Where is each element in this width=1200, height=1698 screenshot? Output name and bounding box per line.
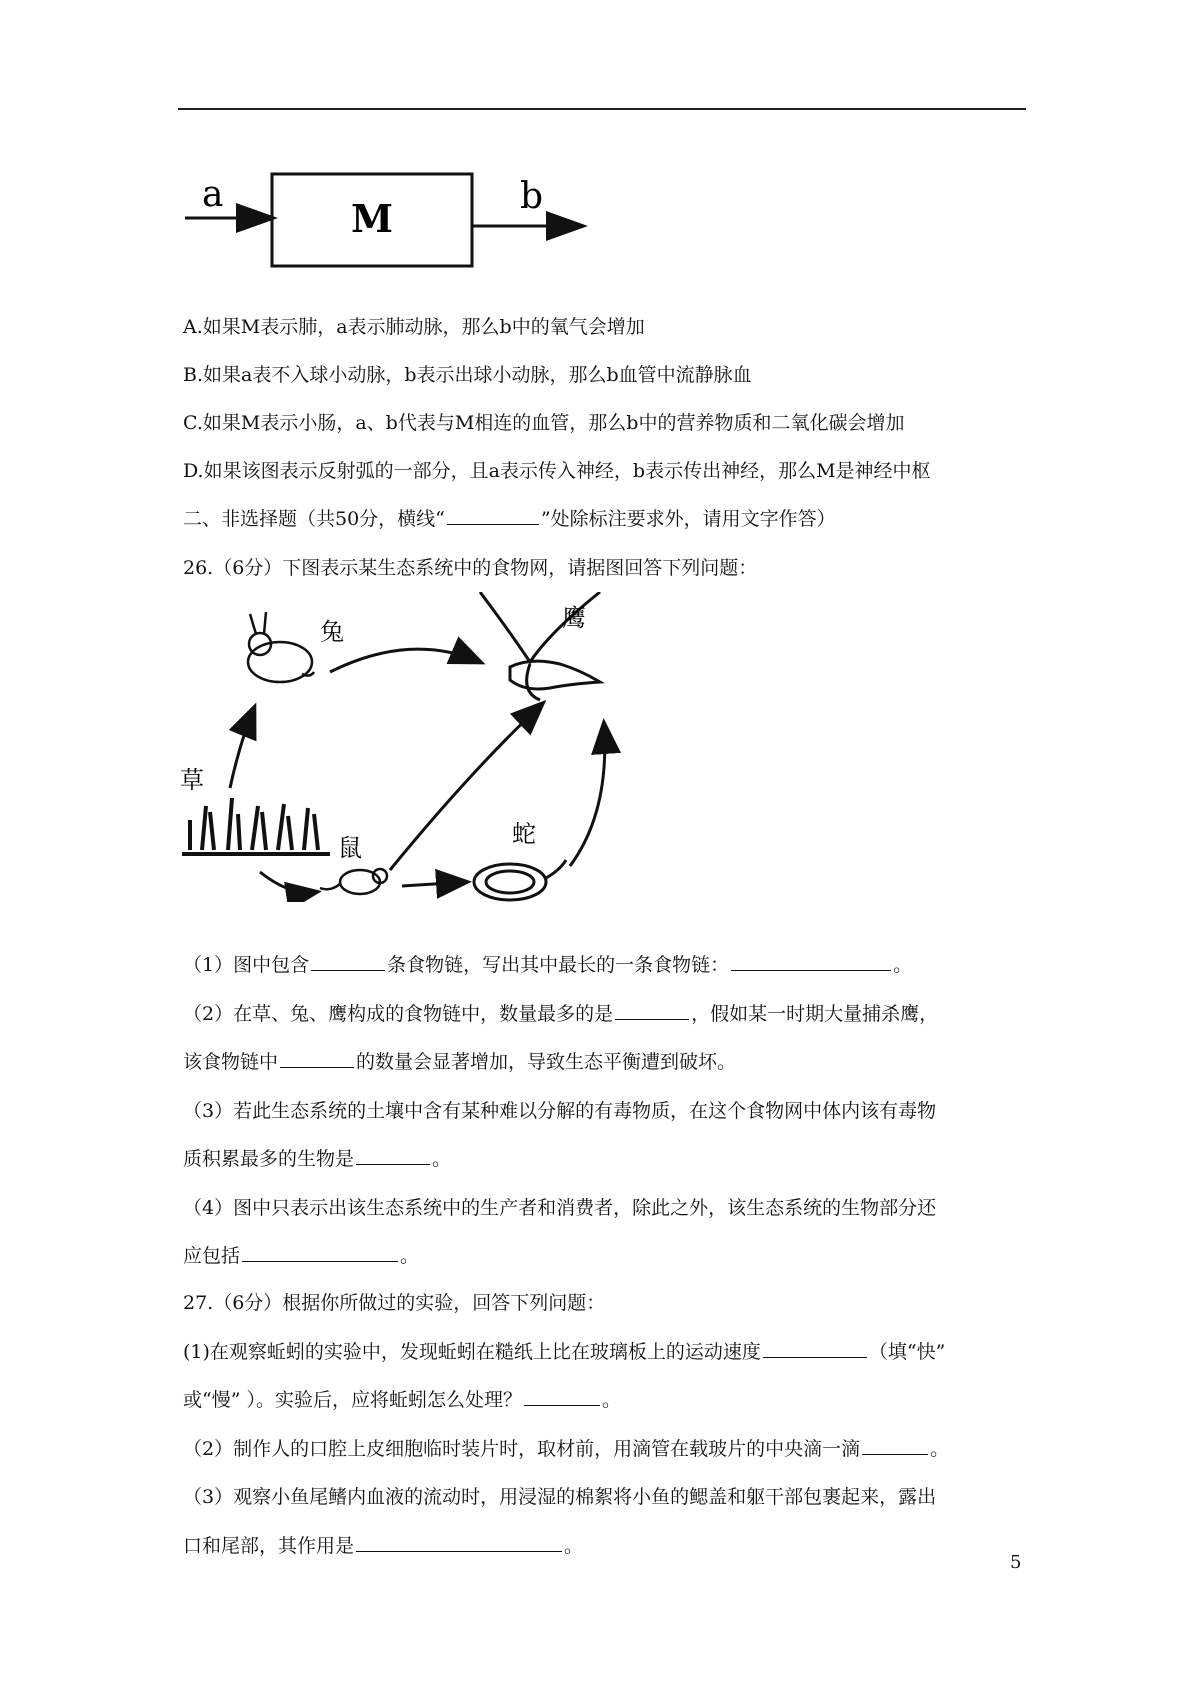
arrow-grass-rabbit <box>230 708 254 788</box>
label-rabbit: 兔 <box>320 618 344 646</box>
q27-blank-4[interactable] <box>356 1533 562 1552</box>
diagram-label-a: a <box>202 174 224 215</box>
section-heading-pre: 二、非选择题（共50分，横线“ <box>183 508 445 530</box>
q27-p1-text-d: 。 <box>601 1389 621 1411</box>
label-mouse: 鼠 <box>338 834 362 862</box>
q26-blank-6[interactable] <box>242 1243 398 1262</box>
q26-part3-cont <box>183 1146 451 1172</box>
q26-blank-4[interactable] <box>280 1049 354 1068</box>
q26-p3-text-c: 。 <box>432 1148 452 1170</box>
q26-p2-text-b: ，假如某一时期大量捕杀鹰， <box>691 1003 939 1025</box>
q26-p4-text-b: 应包括 <box>183 1245 241 1267</box>
arrow-mouse-snake <box>402 882 466 886</box>
q27-p1-text-a: (1)在观察蚯蚓的实验中，发现蚯蚓在糙纸上比在玻璃板上的运动速度 <box>183 1341 761 1363</box>
q27-part3: （3）观察小鱼尾鳍内血液的流动时，用浸湿的棉絮将小鱼的鳃盖和躯干部包裹起来，露出 <box>183 1486 937 1508</box>
q27-p3-text-b: 口和尾部，其作用是 <box>183 1535 355 1557</box>
q27-blank-1[interactable] <box>763 1339 867 1358</box>
q26-p4-text-c: 。 <box>400 1245 420 1267</box>
section-heading-post: ”处除标注要求外，请用文字作答） <box>540 508 836 530</box>
q26-part1 <box>183 952 912 978</box>
option-d: D.如果该图表示反射弧的一部分，且a表示传入神经，b表示传出神经，那么M是神经中枢 <box>183 460 931 482</box>
section-heading <box>183 506 836 532</box>
q27-p2-text-a: （2）制作人的口腔上皮细胞临时装片时，取材前，用滴管在载玻片的中央滴一滴 <box>183 1438 861 1460</box>
q26-blank-3[interactable] <box>615 1001 689 1020</box>
flow-diagram <box>180 160 600 280</box>
q26-p2-text-c: 该食物链中 <box>183 1051 279 1073</box>
q27-blank-3[interactable] <box>862 1436 928 1455</box>
rabbit-icon <box>248 612 314 682</box>
q27-p2-text-b: 。 <box>930 1438 950 1460</box>
q26-blank-1[interactable] <box>311 952 385 971</box>
q27-part1-cont <box>183 1387 621 1413</box>
answer-blank[interactable] <box>447 506 539 525</box>
arrow-snake-eagle <box>570 724 605 866</box>
q27-part2 <box>183 1436 949 1462</box>
diagram-label-b: b <box>520 176 544 217</box>
label-grass: 草 <box>180 766 204 794</box>
q27-title: 27.（6分）根据你所做过的实验，回答下列问题： <box>183 1292 606 1314</box>
q26-part2-cont <box>183 1049 736 1075</box>
q27-blank-2[interactable] <box>524 1387 600 1406</box>
q27-p3-text-c: 。 <box>564 1535 584 1557</box>
q27-part1 <box>183 1339 945 1365</box>
label-eagle: 鹰 <box>562 604 586 632</box>
q26-p1-text-a: （1）图中包含 <box>183 954 310 976</box>
header-rule <box>178 108 1026 110</box>
arrow-rabbit-eagle <box>330 649 480 672</box>
q26-p1-text-c: 。 <box>893 954 913 976</box>
q26-blank-2[interactable] <box>731 952 891 971</box>
grass-icon <box>182 798 330 854</box>
q26-p1-text-b: 条食物链，写出其中最长的一条食物链： <box>387 954 730 976</box>
q26-title: 26.（6分）下图表示某生态系统中的食物网，请据图回答下列问题： <box>183 557 758 579</box>
q26-p2-text-d: 的数量会显著增加，导致生态平衡遭到破坏。 <box>356 1051 737 1073</box>
q27-part3-cont <box>183 1533 583 1559</box>
q26-part3: （3）若此生态系统的土壤中含有某种难以分解的有毒物质，在这个食物网中体内该有毒物 <box>183 1100 937 1122</box>
page-number: 5 <box>1010 1552 1022 1573</box>
q26-blank-5[interactable] <box>356 1146 430 1165</box>
q27-p1-text-b: （填“快” <box>868 1341 946 1363</box>
mouse-icon <box>320 869 387 894</box>
option-b: B.如果a表不入球小动脉，b表示出球小动脉，那么b血管中流静脉血 <box>183 364 752 386</box>
snake-icon <box>474 860 566 900</box>
q26-p2-text-a: （2）在草、兔、鹰构成的食物链中，数量最多的是 <box>183 1003 614 1025</box>
q27-p1-text-c: 或“慢” ）。实验后，应将蚯蚓怎么处理？ <box>183 1389 522 1411</box>
diagram-label-m: M <box>350 196 394 241</box>
q26-p3-text-b: 质积累最多的生物是 <box>183 1148 355 1170</box>
label-snake: 蛇 <box>512 820 536 848</box>
food-web-figure <box>180 592 740 902</box>
option-a: A.如果M表示肺，a表示肺动脉，那么b中的氧气会增加 <box>183 316 645 338</box>
option-c: C.如果M表示小肠，a、b代表与M相连的血管，那么b中的营养物质和二氧化碳会增加 <box>183 412 905 434</box>
q26-part4-cont <box>183 1243 419 1269</box>
arrow-grass-mouse <box>260 872 316 893</box>
q26-part2 <box>183 1001 938 1027</box>
q26-part4: （4）图中只表示出该生态系统中的生产者和消费者，除此之外，该生态系统的生物部分还 <box>183 1197 937 1219</box>
